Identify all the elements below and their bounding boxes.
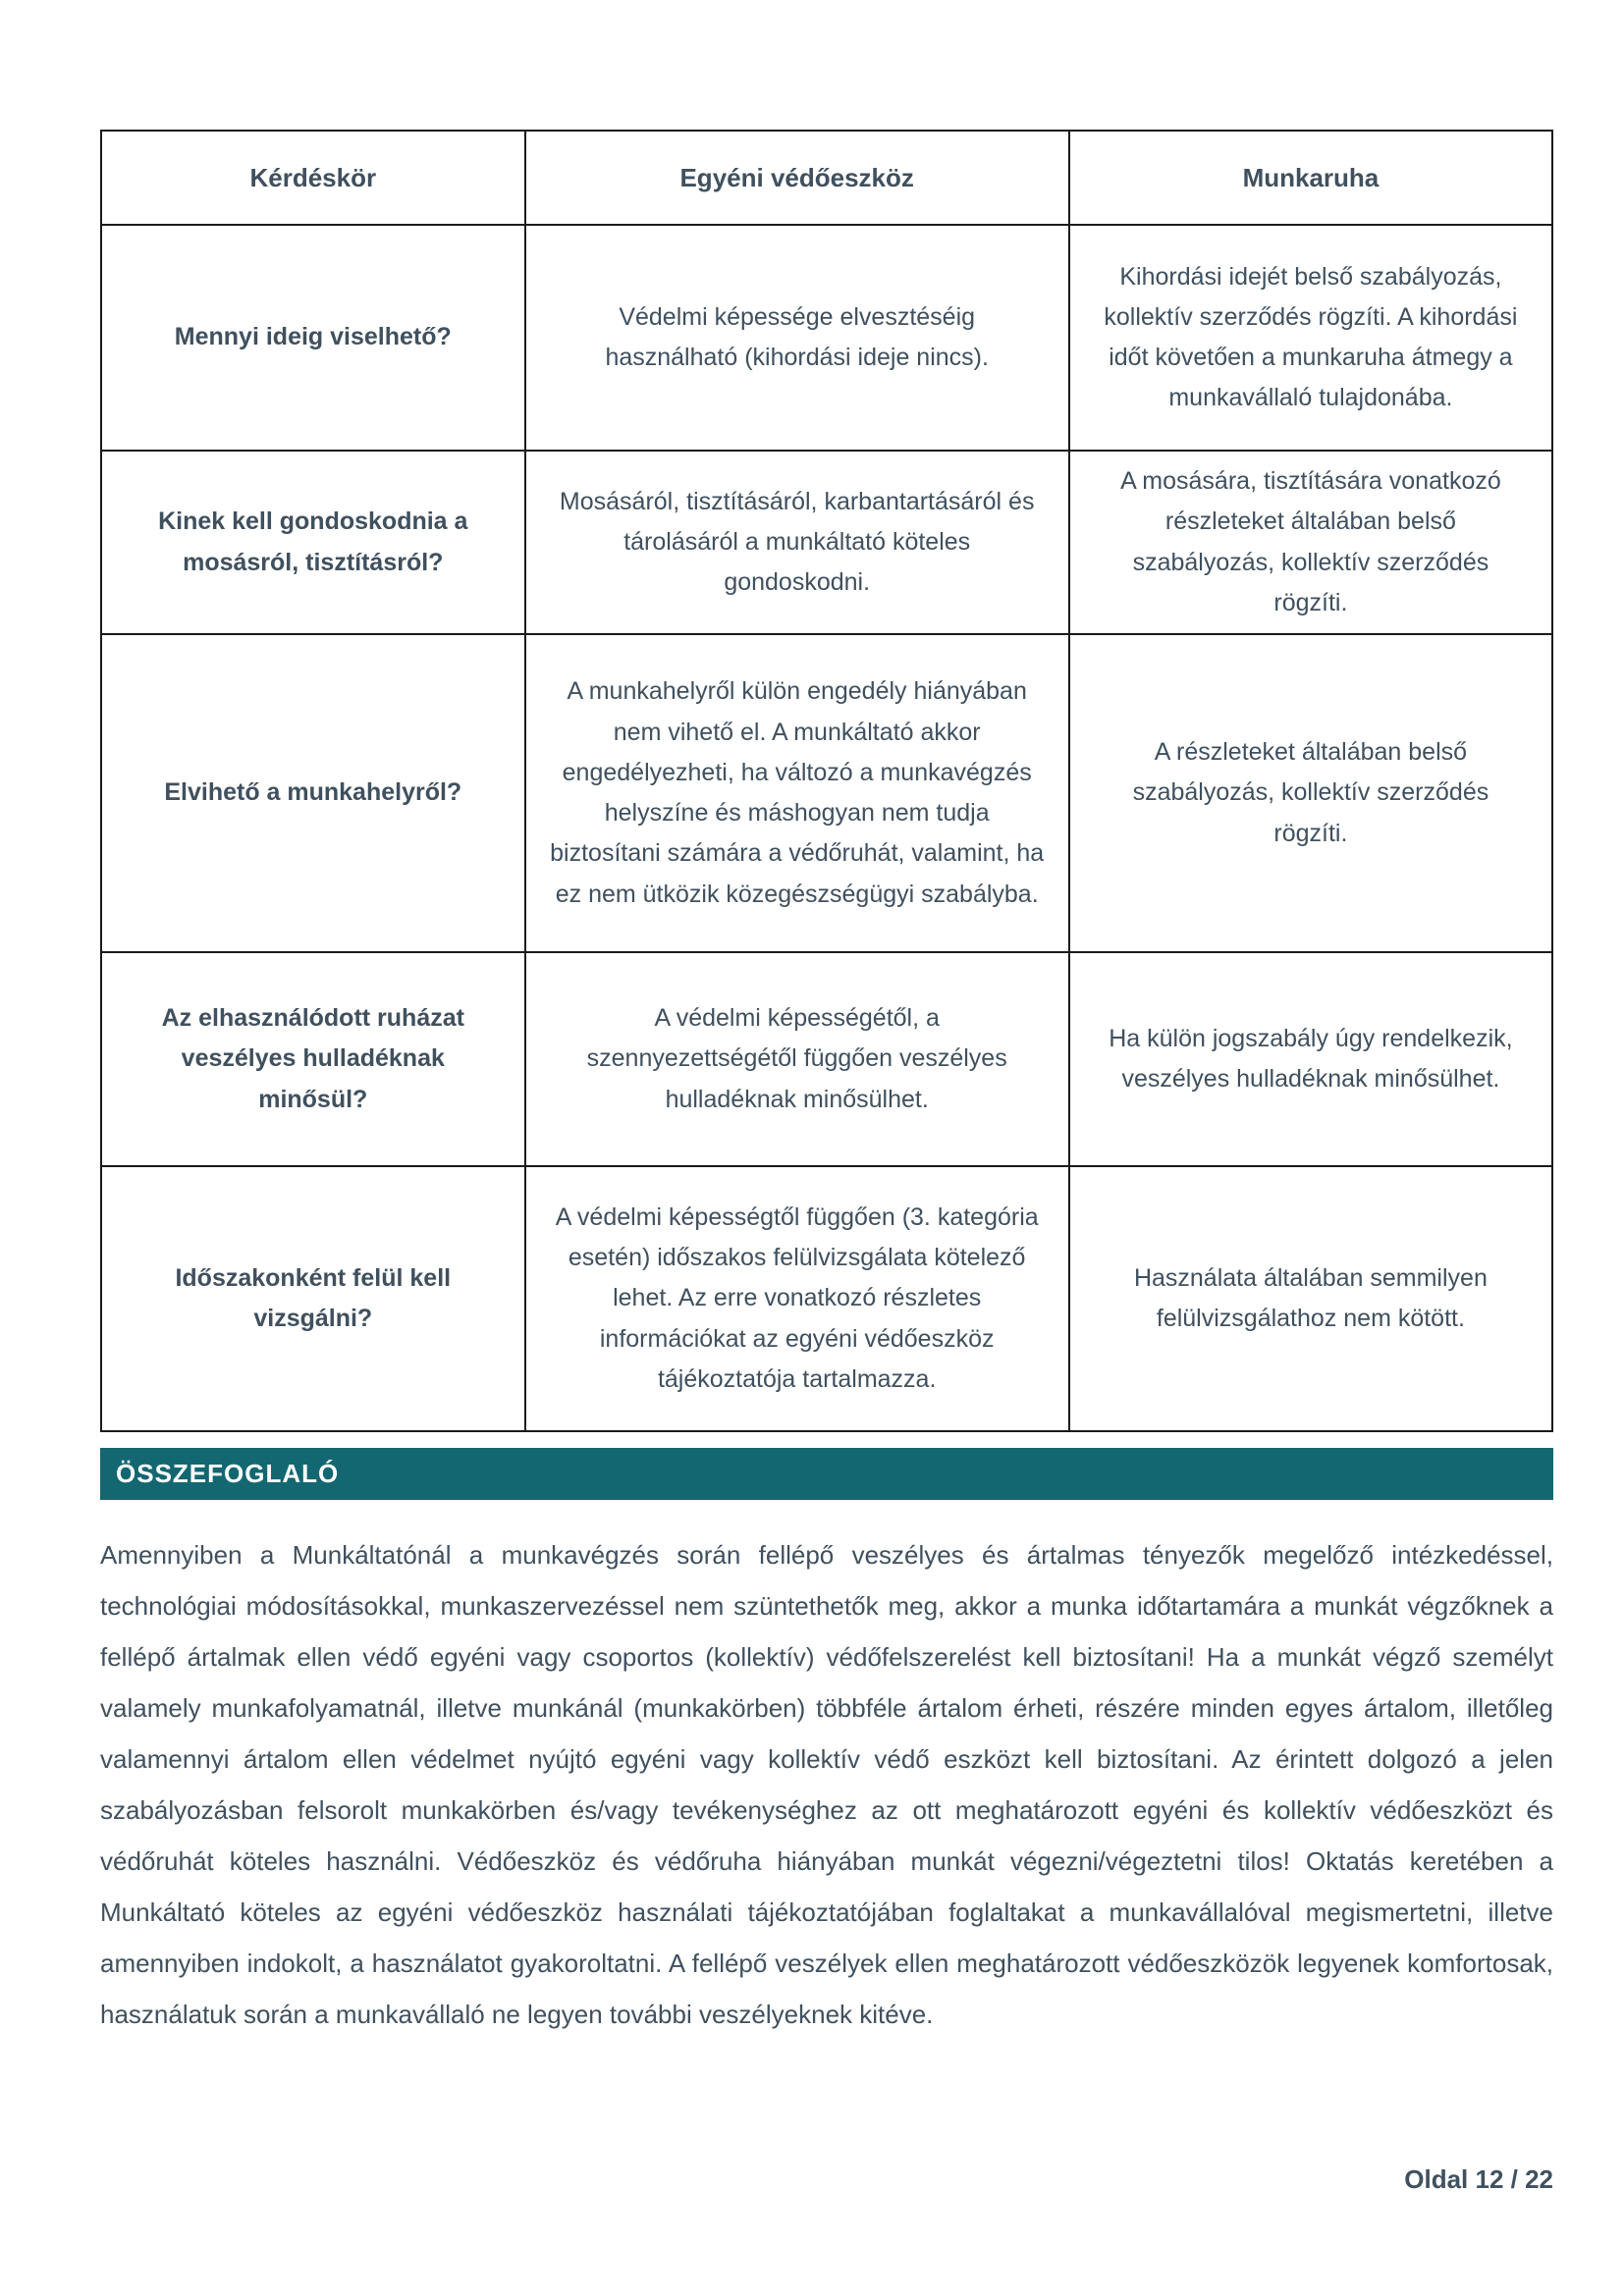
table-row (101, 225, 1552, 451)
row-workwear-cell: Kihordási idejét belső szabályozás, kollektív szerződés rögzíti. A kihordási időt követően a munkaruha átmegy a munkavállaló tulajdonába. (1069, 225, 1552, 451)
row-ppe-cell: A munkahelyről külön engedély hiányában nem vihető el. A munkáltató akkor engedélyezheti, ha változó a munkavégzés helyszíne és máshogyan nem tudja biztosítani számára a védőruhát, valamint, ha ez nem ütközik közegészségügyi szabályba. (525, 634, 1069, 952)
table-header-row (101, 131, 1552, 225)
column-header-ppe: Egyéni védőeszköz (525, 131, 1069, 225)
row-ppe-cell: Védelmi képessége elvesztéséig használható (kihordási ideje nincs). (525, 225, 1069, 451)
row-question: Elvihető a munkahelyről? (101, 634, 525, 952)
row-workwear-cell: Ha külön jogszabály úgy rendelkezik, veszélyes hulladéknak minősülhet. (1069, 952, 1552, 1166)
summary-section-header (100, 1448, 1553, 1500)
row-question: Mennyi ideig viselhető? (101, 225, 525, 451)
row-question: Kinek kell gondoskodnia a mosásról, tisztításról? (101, 451, 525, 634)
column-header-workwear: Munkaruha (1069, 131, 1552, 225)
row-question: Az elhasználódott ruházat veszélyes hulladéknak minősül? (101, 952, 525, 1166)
row-ppe-cell: A védelmi képességétől, a szennyezettségétől függően veszélyes hulladéknak minősülhet. (525, 952, 1069, 1166)
row-workwear-cell: A mosására, tisztítására vonatkozó részleteket általában belső szabályozás, kollektív szerződés rögzíti. (1069, 451, 1552, 634)
row-workwear-cell: A részleteket általában belső szabályozás, kollektív szerződés rögzíti. (1069, 634, 1552, 952)
row-ppe-cell: Mosásáról, tisztításáról, karbantartásáról és tárolásáról a munkáltató köteles gondoskodni. (525, 451, 1069, 634)
ppe-vs-workwear-table (100, 130, 1553, 1432)
table-row (101, 952, 1552, 1166)
row-question: Időszakonként felül kell vizsgálni? (101, 1166, 525, 1431)
row-workwear-cell: Használata általában semmilyen felülvizsgálathoz nem kötött. (1069, 1166, 1552, 1431)
table-row (101, 1166, 1552, 1431)
table-row (101, 451, 1552, 634)
page-number: Oldal 12 / 22 (1404, 2164, 1553, 2194)
row-ppe-cell: A védelmi képességtől függően (3. kategória esetén) időszakos felülvizsgálata kötelező lehet. Az erre vonatkozó részletes információkat az egyéni védőeszköz tájékoztatója tartalmazza. (525, 1166, 1069, 1431)
column-header-question: Kérdéskör (101, 131, 525, 225)
table-row (101, 634, 1552, 952)
summary-title: ÖSSZEFOGLALÓ (116, 1459, 340, 1488)
page-content (100, 130, 1553, 2040)
summary-paragraph: Amennyiben a Munkáltatónál a munkavégzés során fellépő veszélyes és ártalmas tényezők megelőző intézkedéssel, technológiai módosításokkal, munkaszervezéssel nem szüntethetők meg, akkor a munka időtartamára a munkát végzőknek a fellépő ártalmak ellen védő egyéni vagy csoportos (kollektív) védőfelszerelést kell biztosítani! Ha a munkát végző személyt valamely munkafolyamatnál, illetve munkánál (munkakörben) többféle ártalom érheti, részére minden egyes ártalom, illetőleg valamennyi ártalom ellen védelmet nyújtó egyéni vagy kollektív védő eszközt kell biztosítani. Az érintett dolgozó a jelen szabályozásban felsorolt munkakörben és/vagy tevékenységhez az ott meghatározott egyéni és kollektív védőeszközt és védőruhát köteles használni. Védőeszköz és védőruha hiányában munkát végezni/végeztetni tilos! Oktatás keretében a Munkáltató köteles az egyéni védőeszköz használati tájékoztatójában foglaltakat a munkavállalóval megismertetni, illetve amennyiben indokolt, a használatot gyakoroltatni. A fellépő veszélyek ellen meghatározott védőeszközök legyenek komfortosak, használatuk során a munkavállaló ne legyen további veszélyeknek kitéve. (100, 1539, 1553, 2029)
